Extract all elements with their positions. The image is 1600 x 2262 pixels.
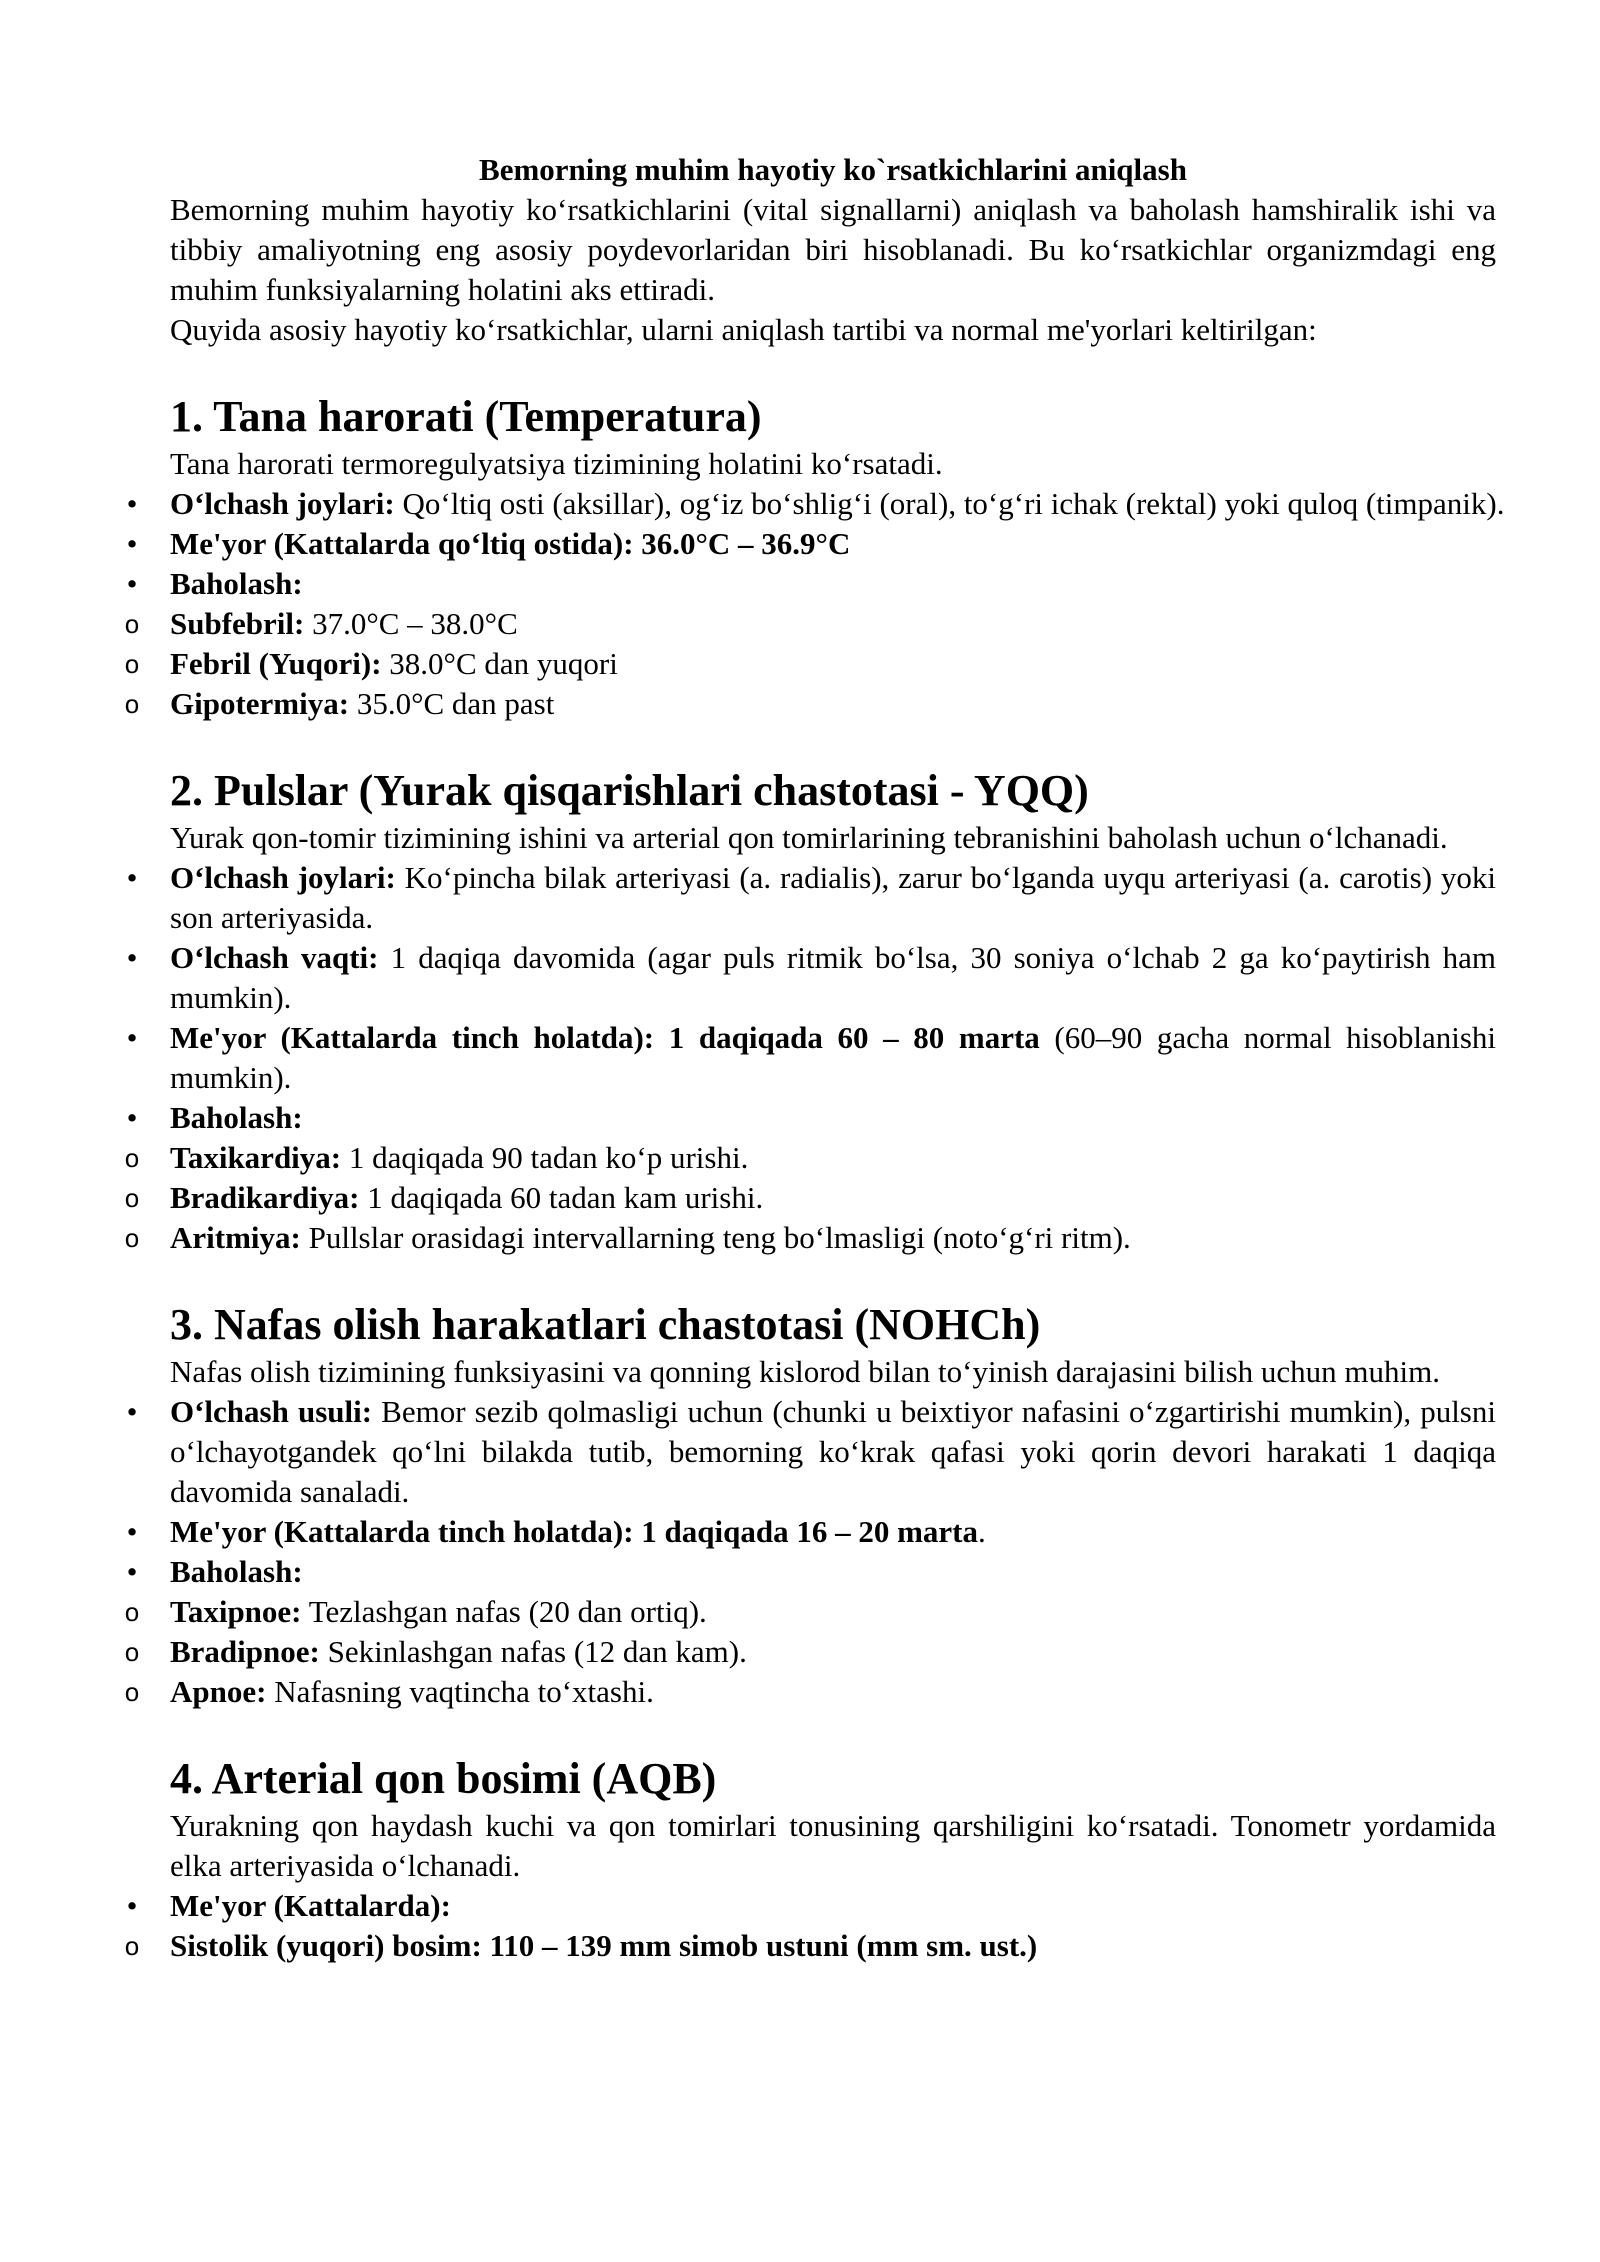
list-item: • O‘lchash joylari: Ko‘pincha bilak arteriyasi (a. radialis), zarur bo‘lganda uyqu arteriyasi (a. carotis) yoki son arteriyasida. bbox=[126, 860, 1496, 935]
section-2-list bbox=[124, 858, 1497, 1258]
list-subitem: o Bradikardiya: 1 daqiqada 60 tadan kam urishi. bbox=[124, 1180, 764, 1215]
list-item: • Me'yor (Kattalarda tinch holatda): 1 daqiqada 16 – 20 marta. bbox=[126, 1514, 986, 1549]
section-3-list bbox=[124, 1392, 1496, 1712]
section-1-description: Tana harorati termoregulyatsiya tizimining holatini ko‘rsatadi. bbox=[170, 446, 943, 481]
list-item: • Baholash: bbox=[126, 1554, 303, 1589]
list-subitem: o Gipotermiya: 35.0°C dan past bbox=[124, 686, 555, 721]
list-subitem: o Taxipnoe: Tezlashgan nafas (20 dan ortiq). bbox=[124, 1594, 707, 1629]
list-item: • O‘lchash vaqti: 1 daqiqa davomida (agar puls ritmik bo‘lsa, 30 soniya o‘lchab 2 ga ko‘paytirish ham mumkin). bbox=[126, 940, 1496, 1015]
section-1-heading: 1. Tana harorati (Temperatura) bbox=[170, 392, 762, 441]
section-3-heading: 3. Nafas olish harakatlari chastotasi (NOHCh) bbox=[170, 1300, 1041, 1349]
list-item: • Baholash: bbox=[126, 566, 303, 601]
document-title: Bemorning muhim hayotiy ko`rsatkichlarini aniqlash bbox=[479, 152, 1187, 187]
list-subitem: o Taxikardiya: 1 daqiqada 90 tadan ko‘p urishi. bbox=[124, 1140, 749, 1175]
list-item: • Me'yor (Kattalarda qo‘ltiq ostida): 36.0°C – 36.9°C bbox=[126, 526, 851, 561]
list-subitem: o Aritmiya: Pullslar orasidagi intervallarning teng bo‘lmasligi (noto‘g‘ri ritm). bbox=[124, 1220, 1131, 1255]
list-item: • Me'yor (Kattalarda): bbox=[126, 1888, 451, 1923]
section-1-list bbox=[124, 484, 1505, 724]
section-4-heading: 4. Arterial qon bosimi (AQB) bbox=[170, 1754, 717, 1803]
list-item: • Me'yor (Kattalarda tinch holatda): 1 daqiqada 60 – 80 marta (60–90 gacha normal hisoblanishi mumkin). bbox=[126, 1020, 1497, 1095]
list-subitem: o Apnoe: Nafasning vaqtincha to‘xtashi. bbox=[124, 1674, 654, 1709]
section-3-description: Nafas olish tizimining funksiyasini va qonning kislorod bilan to‘yinish darajasini bilish uchun muhim. bbox=[170, 1354, 1441, 1389]
intro-list-lead: Quyida asosiy hayotiy ko‘rsatkichlar, ularni aniqlash tartibi va normal me'yorlari keltirilgan: bbox=[170, 312, 1317, 347]
list-subitem: o Bradipnoe: Sekinlashgan nafas (12 dan kam). bbox=[124, 1634, 747, 1669]
section-2-description: Yurak qon-tomir tizimining ishini va arterial qon tomirlarining tebranishini baholash uchun o‘lchanadi. bbox=[170, 820, 1448, 855]
section-2-heading: 2. Pulslar (Yurak qisqarishlari chastotasi - YQQ) bbox=[170, 766, 1089, 815]
section-4-list bbox=[124, 1886, 1496, 1966]
list-subitem: o Sistolik (yuqori) bosim: 110 – 139 mm simob ustuni (mm sm. ust.) bbox=[124, 1928, 1038, 1963]
list-subitem: o Febril (Yuqori): 38.0°C dan yuqori bbox=[124, 646, 618, 681]
list-subitem: o Subfebril: 37.0°C – 38.0°C bbox=[124, 606, 518, 641]
list-item: • O‘lchash joylari: Qo‘ltiq osti (aksillar), og‘iz bo‘shlig‘i (oral), to‘g‘ri ichak (rektal) yoki quloq (timpanik). bbox=[126, 486, 1505, 521]
list-item: • O‘lchash usuli: Bemor sezib qolmasligi uchun (chunki u beixtiyor nafasini o‘zgartirishi mumkin), pulsni o‘lchayotgandek qo‘lni bilakda tutib, bemorning ko‘krak qafasi yoki qorin devori harakati 1 daqiqa davomida sanaladi. bbox=[126, 1394, 1496, 1509]
list-item: • Baholash: bbox=[126, 1100, 303, 1135]
section-4-description: Yurakning qon haydash kuchi va qon tomirlari tonusining qarshiligini ko‘rsatadi. Tonometr yordamida elka arteriyasida o‘lchanadi. bbox=[170, 1808, 1496, 1883]
intro-paragraph: Bemorning muhim hayotiy ko‘rsatkichlarini (vital signallarni) aniqlash va baholash hamshiralik ishi va tibbiy amaliyotning eng asosiy poydevorlaridan biri hisoblanadi. Bu ko‘rsatkichlar organizmdagi eng muhim funksiyalarning holatini aks ettiradi. bbox=[170, 192, 1496, 307]
document-page bbox=[124, 150, 1505, 1966]
